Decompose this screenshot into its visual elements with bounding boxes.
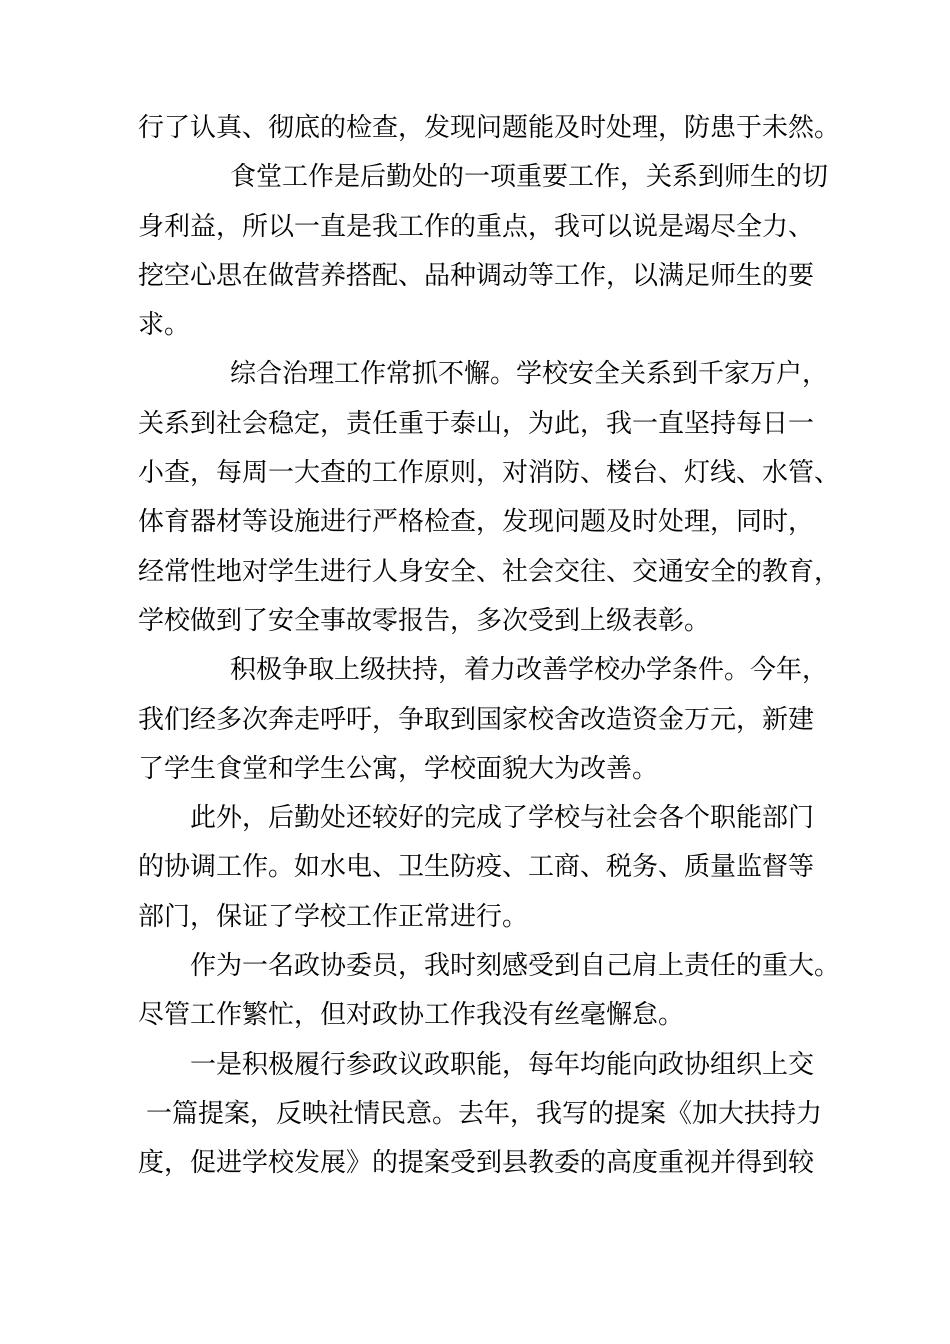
text-line: 度，促进学校发展》的提案受到县教委的高度重视并得到较 [138, 1148, 815, 1179]
paragraph-start-proposals: 一是积极履行参政议政职能，每年均能向政协组织上交 [190, 1049, 815, 1080]
text-line: 我们经多次奔走呼吁，争取到国家校舍改造资金万元，新建 [138, 704, 815, 735]
text-line: 求。 [138, 310, 191, 341]
document-body [138, 104, 841, 1189]
paragraph-start-funding: 积极争取上级扶持，着力改善学校办学条件。今年， [230, 655, 829, 686]
text-line: 尽管工作繁忙，但对政协工作我没有丝毫懈怠。 [138, 1000, 685, 1031]
paragraph-start-canteen: 食堂工作是后勤处的一项重要工作，关系到师生的切 [230, 162, 829, 193]
text-line: 部门，保证了学校工作正常进行。 [138, 901, 529, 932]
text-line: 小查，每周一大查的工作原则，对消防、楼台、灯线、水管、 [138, 458, 841, 489]
text-line: 经常性地对学生进行人身安全、社会交往、交通安全的教育， [138, 556, 841, 587]
text-line: 一篇提案，反映社情民意。去年，我写的提案《加大扶持力 [146, 1098, 823, 1129]
paragraph-start-coordination: 此外，后勤处还较好的完成了学校与社会各个职能部门 [190, 803, 815, 834]
text-line: 身利益，所以一直是我工作的重点，我可以说是竭尽全力、 [138, 211, 815, 242]
paragraph-start-safety: 综合治理工作常抓不懈。学校安全关系到千家万户， [230, 359, 829, 390]
text-line: 行了认真、彻底的检查，发现问题能及时处理，防患于未然。 [138, 113, 841, 143]
text-line: 关系到社会稳定，责任重于泰山，为此，我一直坚持每日一 [138, 408, 815, 439]
text-line: 了学生食堂和学生公寓，学校面貌大为改善。 [138, 753, 659, 784]
text-line: 的协调工作。如水电、卫生防疫、工商、税务、质量监督等 [138, 852, 815, 883]
text-line: 挖空心思在做营养搭配、品种调动等工作，以满足师生的要 [138, 260, 815, 291]
text-line: 体育器材等设施进行严格检查，发现问题及时处理，同时， [138, 507, 815, 538]
paragraph-start-cppcc: 作为一名政协委员，我时刻感受到自己肩上责任的重大。 [190, 951, 841, 982]
text-line: 学校做到了安全事故零报告，多次受到上级表彰。 [138, 605, 711, 636]
